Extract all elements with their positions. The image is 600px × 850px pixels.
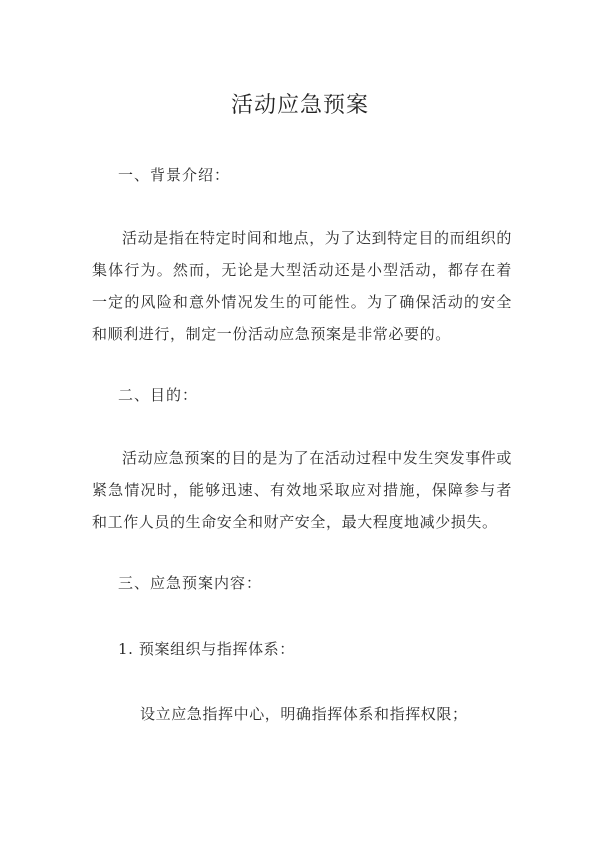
section-paragraph-purpose: 活动应急预案的目的是为了在活动过程中发生突发事件或紧急情况时，能够迅速、有效地采取应对措施，保障参与者和工作人员的生命安全和财产安全，最大程度地减少损失。 (92, 449, 513, 531)
section-heading-contents: 三、应急预案内容： (118, 574, 263, 592)
section-heading-purpose: 二、目的： (118, 386, 199, 404)
section-paragraph-background: 活动是指在特定时间和地点，为了达到特定目的而组织的集体行为。然而，无论是大型活动还是小型活动，都存在着一定的风险和意外情况发生的可能性。为了确保活动的安全和顺利进行，制定一份活动应急预案是非常必要的。 (92, 229, 513, 343)
subsection-text: 设立应急指挥中心，明确指挥体系和指挥权限； (140, 705, 468, 723)
document-title: 活动应急预案 (230, 93, 369, 118)
section-heading-background: 一、背景介绍： (118, 166, 231, 184)
subsection-label: 1. 预案组织与指挥体系： (118, 640, 295, 658)
